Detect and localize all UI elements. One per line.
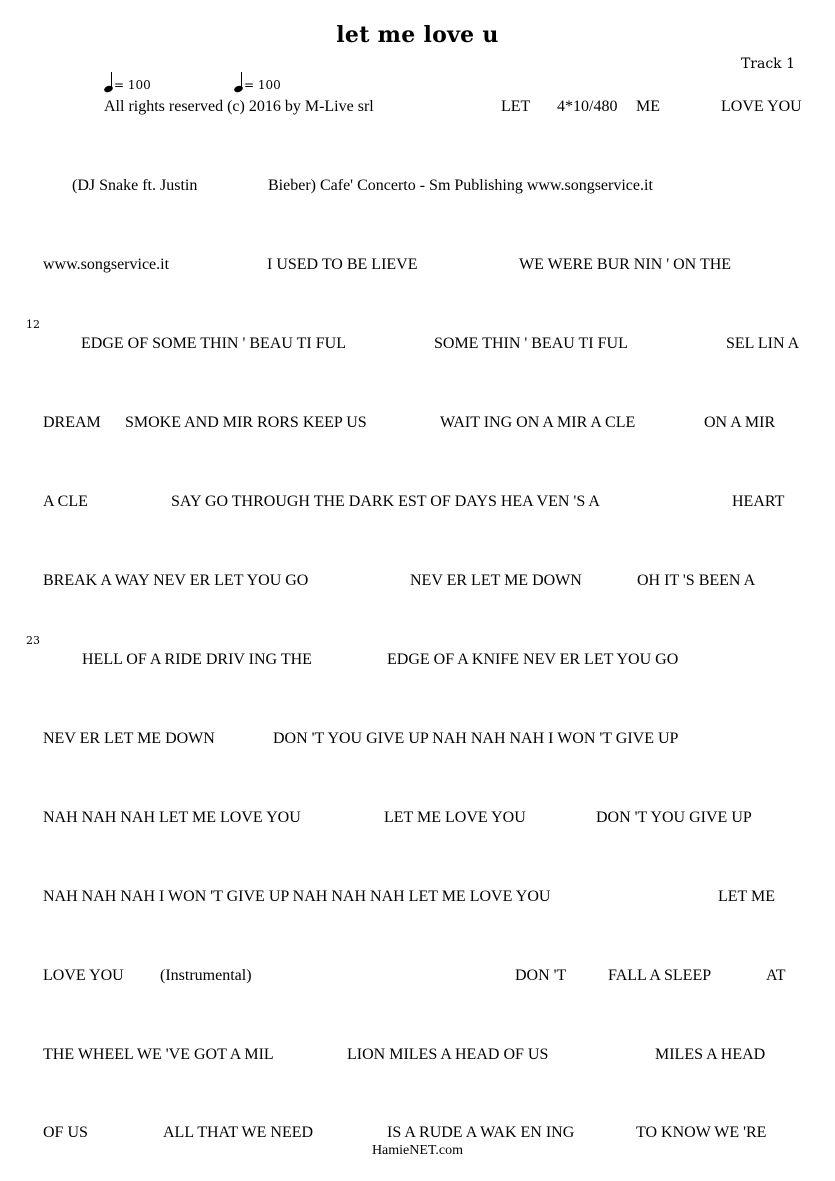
- lyric-line: [0, 335, 835, 357]
- lyric-segment: NAH NAH NAH I WON 'T GIVE UP NAH NAH NAH LET ME LOVE YOU: [43, 888, 551, 905]
- lyric-segment: SAY GO THROUGH THE DARK EST OF DAYS HEA VEN 'S A: [171, 493, 600, 510]
- lyric-segment: 4*10/480: [557, 98, 618, 115]
- tempo-marking: [234, 72, 281, 92]
- lyric-line: [0, 967, 835, 989]
- tempo-marking: [104, 72, 151, 92]
- lyric-segment: (DJ Snake ft. Justin: [72, 177, 198, 194]
- lyric-segment: NEV ER LET ME DOWN: [43, 730, 215, 747]
- lyric-segment: LION MILES A HEAD OF US: [347, 1046, 549, 1063]
- lyric-line: [0, 177, 835, 199]
- lyric-segment: www.songservice.it: [43, 256, 170, 273]
- lyric-segment: SOME THIN ' BEAU TI FUL: [434, 335, 628, 352]
- lyric-segment: HEART: [732, 493, 785, 510]
- tempo-value: = 100: [244, 78, 281, 92]
- quarter-note-icon: [234, 72, 244, 92]
- track-label: Track 1: [740, 56, 795, 72]
- lyric-segment: (Instrumental): [160, 967, 252, 984]
- lyric-segment: EDGE OF A KNIFE NEV ER LET YOU GO: [387, 651, 679, 668]
- lyric-segment: AT: [766, 967, 786, 984]
- lyric-segment: OH IT 'S BEEN A: [637, 572, 756, 589]
- footer-credit: HamieNET.com: [371, 1143, 464, 1158]
- lyric-segment: THE WHEEL WE 'VE GOT A MIL: [43, 1046, 274, 1063]
- lyric-segment: NAH NAH NAH LET ME LOVE YOU: [43, 809, 301, 826]
- lyric-segment: EDGE OF SOME THIN ' BEAU TI FUL: [81, 335, 346, 352]
- lyric-line: [0, 256, 835, 278]
- lyric-segment: IS A RUDE A WAK EN ING: [387, 1124, 575, 1141]
- lyric-segment: LOVE YOU: [721, 98, 802, 115]
- lyric-segment: DON 'T YOU GIVE UP NAH NAH NAH I WON 'T GIVE UP: [273, 730, 679, 747]
- lyric-segment: SEL LIN A: [726, 335, 800, 352]
- lyric-segment: MILES A HEAD: [655, 1046, 766, 1063]
- lyric-line: [0, 1046, 835, 1068]
- lyric-segment: A CLE: [43, 493, 88, 510]
- lyric-segment: NEV ER LET ME DOWN: [410, 572, 582, 589]
- lyric-line: [0, 493, 835, 515]
- page-title: let me love u: [336, 22, 499, 48]
- lyric-line: [0, 809, 835, 831]
- lyric-segment: I USED TO BE LIEVE: [267, 256, 418, 273]
- lyric-segment: All rights reserved (c) 2016 by M-Live srl: [104, 98, 374, 115]
- lyric-line: [0, 572, 835, 594]
- lyric-segment: ON A MIR: [704, 414, 776, 431]
- lyric-segment: HELL OF A RIDE DRIV ING THE: [82, 651, 312, 668]
- bar-number: 23: [26, 634, 40, 647]
- lyric-segment: WAIT ING ON A MIR A CLE: [440, 414, 636, 431]
- lyric-segment: LET ME LOVE YOU: [384, 809, 526, 826]
- lyric-line: [0, 651, 835, 673]
- lyric-segment: DREAM: [43, 414, 101, 431]
- lyric-segment: ME: [636, 98, 660, 115]
- lyric-segment: BREAK A WAY NEV ER LET YOU GO: [43, 572, 309, 589]
- lyric-segment: SMOKE AND MIR RORS KEEP US: [125, 414, 367, 431]
- lyric-segment: WE WERE BUR NIN ' ON THE: [519, 256, 732, 273]
- lyric-line: [0, 888, 835, 910]
- quarter-note-icon: [104, 72, 114, 92]
- lyric-segment: LET ME: [718, 888, 776, 905]
- tempo-value: = 100: [114, 78, 151, 92]
- lyric-line: [0, 414, 835, 436]
- lyric-segment: LET: [501, 98, 531, 115]
- lyric-line: [0, 98, 835, 120]
- bar-number: 12: [26, 318, 40, 331]
- lyric-segment: DON 'T YOU GIVE UP: [596, 809, 752, 826]
- lyric-line: [0, 730, 835, 752]
- lyric-segment: TO KNOW WE 'RE: [636, 1124, 767, 1141]
- lyric-segment: DON 'T: [515, 967, 567, 984]
- lyric-segment: ALL THAT WE NEED: [163, 1124, 314, 1141]
- lyric-segment: OF US: [43, 1124, 88, 1141]
- lyric-segment: Bieber) Cafe' Concerto - Sm Publishing www.songservice.it: [268, 177, 653, 194]
- lyric-segment: LOVE YOU: [43, 967, 124, 984]
- lyric-segment: FALL A SLEEP: [608, 967, 712, 984]
